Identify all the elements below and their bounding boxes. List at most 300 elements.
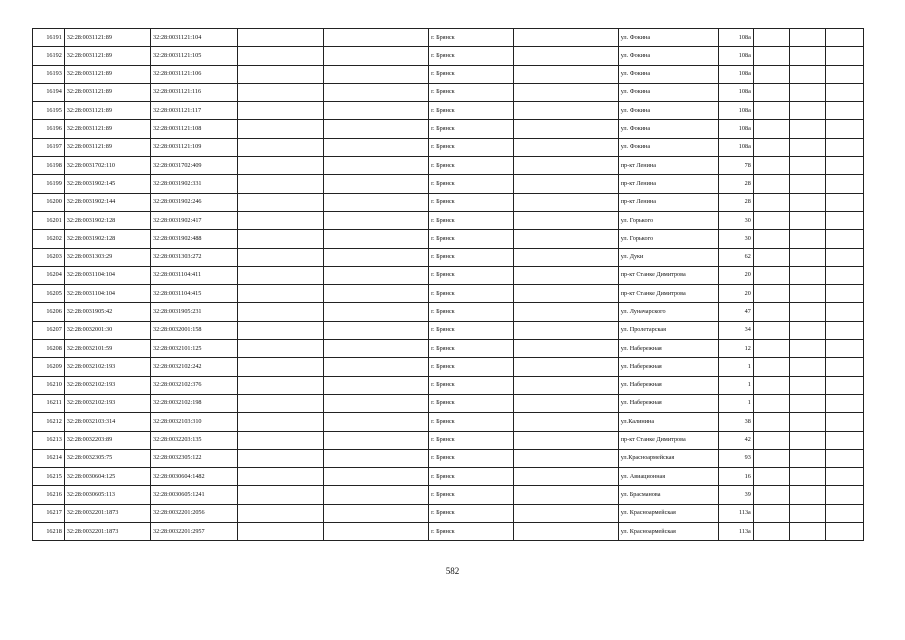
cell-empty xyxy=(323,29,429,47)
cell-street: ул. Фокина xyxy=(618,138,718,156)
cell-empty xyxy=(790,321,826,339)
cell-cadastral-block: 32:28:0031902:145 xyxy=(64,175,150,193)
cell-cadastral-number: 32:28:0031702:409 xyxy=(151,157,238,175)
cell-cadastral-block: 32:28:0032101:59 xyxy=(64,340,150,358)
cell-empty xyxy=(238,102,323,120)
cell-street: пр-кт Станке Димитрова xyxy=(618,266,718,284)
cell-empty xyxy=(323,83,429,101)
cell-house: 108а xyxy=(718,29,753,47)
cell-cadastral-number: 32:28:0032103:310 xyxy=(151,413,238,431)
cell-empty xyxy=(323,102,429,120)
cell-house: 47 xyxy=(718,303,753,321)
cell-number: 16211 xyxy=(33,394,65,412)
cell-empty xyxy=(826,83,864,101)
cell-cadastral-number: 32:28:0031902:246 xyxy=(151,193,238,211)
cell-empty xyxy=(323,504,429,522)
cell-empty xyxy=(323,468,429,486)
cell-empty xyxy=(753,486,789,504)
cell-empty xyxy=(753,157,789,175)
cell-cadastral-number: 32:28:0032201:2056 xyxy=(151,504,238,522)
cell-number: 16202 xyxy=(33,230,65,248)
cell-number: 16197 xyxy=(33,138,65,156)
cell-empty xyxy=(238,523,323,541)
cell-empty xyxy=(323,266,429,284)
cell-number: 16213 xyxy=(33,431,65,449)
cell-city: г. Брянск xyxy=(429,303,514,321)
cell-city: г. Брянск xyxy=(429,211,514,229)
cell-cadastral-block: 32:28:0031121:89 xyxy=(64,83,150,101)
cell-empty xyxy=(790,449,826,467)
cell-cadastral-block: 32:28:0032102:193 xyxy=(64,358,150,376)
cell-street: ул. Фокина xyxy=(618,83,718,101)
cell-cadastral-block: 32:28:0031702:110 xyxy=(64,157,150,175)
cell-empty xyxy=(753,523,789,541)
cell-cadastral-number: 32:28:0031905:231 xyxy=(151,303,238,321)
cell-empty xyxy=(323,394,429,412)
cell-empty xyxy=(238,358,323,376)
cell-cadastral-number: 32:28:0031121:105 xyxy=(151,47,238,65)
cell-street: ул. Пролетарская xyxy=(618,321,718,339)
cell-city: г. Брянск xyxy=(429,138,514,156)
cell-empty xyxy=(753,431,789,449)
cell-empty xyxy=(514,266,618,284)
cell-empty xyxy=(238,468,323,486)
cell-empty xyxy=(514,504,618,522)
cell-cadastral-block: 32:28:0032001:30 xyxy=(64,321,150,339)
cell-empty xyxy=(753,394,789,412)
cell-street: ул. Горького xyxy=(618,211,718,229)
cell-cadastral-block: 32:28:0032201:1873 xyxy=(64,523,150,541)
cell-empty xyxy=(753,321,789,339)
cell-cadastral-block: 32:28:0031121:89 xyxy=(64,29,150,47)
cell-empty xyxy=(790,29,826,47)
cell-cadastral-block: 32:28:0031104:104 xyxy=(64,266,150,284)
cell-empty xyxy=(514,285,618,303)
cell-cadastral-number: 32:28:0031902:331 xyxy=(151,175,238,193)
cell-empty xyxy=(238,211,323,229)
cell-cadastral-block: 32:28:0031905:42 xyxy=(64,303,150,321)
cell-number: 16192 xyxy=(33,47,65,65)
cell-empty xyxy=(826,468,864,486)
cell-street: ул. Красноармейская xyxy=(618,504,718,522)
cell-city: г. Брянск xyxy=(429,321,514,339)
cell-empty xyxy=(790,504,826,522)
cell-number: 16206 xyxy=(33,303,65,321)
table-row xyxy=(33,504,864,522)
table-row xyxy=(33,102,864,120)
cell-empty xyxy=(514,193,618,211)
cell-empty xyxy=(826,376,864,394)
cell-empty xyxy=(826,340,864,358)
cell-empty xyxy=(514,321,618,339)
table-row xyxy=(33,468,864,486)
cell-city: г. Брянск xyxy=(429,120,514,138)
cell-number: 16200 xyxy=(33,193,65,211)
cell-cadastral-block: 32:28:0032203:89 xyxy=(64,431,150,449)
cell-empty xyxy=(826,157,864,175)
cell-empty xyxy=(826,102,864,120)
cell-cadastral-number: 32:28:0032102:376 xyxy=(151,376,238,394)
cell-house: 12 xyxy=(718,340,753,358)
cell-empty xyxy=(790,394,826,412)
cell-empty xyxy=(790,47,826,65)
cell-city: г. Брянск xyxy=(429,449,514,467)
cell-house: 39 xyxy=(718,486,753,504)
cell-empty xyxy=(790,230,826,248)
cell-house: 42 xyxy=(718,431,753,449)
registry-table-body xyxy=(33,29,864,541)
table-row xyxy=(33,358,864,376)
cell-empty xyxy=(238,413,323,431)
cell-street: ул. Фокина xyxy=(618,47,718,65)
cell-number: 16217 xyxy=(33,504,65,522)
cell-cadastral-number: 32:28:0030605:1241 xyxy=(151,486,238,504)
cell-empty xyxy=(753,449,789,467)
cell-empty xyxy=(826,120,864,138)
table-row xyxy=(33,523,864,541)
cell-cadastral-number: 32:28:0031121:108 xyxy=(151,120,238,138)
cell-cadastral-block: 32:28:0031121:89 xyxy=(64,47,150,65)
cell-empty xyxy=(514,211,618,229)
cell-empty xyxy=(753,285,789,303)
cell-empty xyxy=(753,102,789,120)
cell-empty xyxy=(238,394,323,412)
table-row xyxy=(33,285,864,303)
cell-empty xyxy=(753,504,789,522)
cell-street: ул. Авиационная xyxy=(618,468,718,486)
cell-cadastral-number: 32:28:0032001:158 xyxy=(151,321,238,339)
cell-empty xyxy=(514,431,618,449)
cell-cadastral-block: 32:28:0032201:1873 xyxy=(64,504,150,522)
cell-empty xyxy=(790,303,826,321)
cell-empty xyxy=(238,486,323,504)
cell-empty xyxy=(790,431,826,449)
cell-house: 62 xyxy=(718,248,753,266)
cell-cadastral-block: 32:28:0032102:193 xyxy=(64,376,150,394)
cell-empty xyxy=(514,248,618,266)
cell-empty xyxy=(826,449,864,467)
cell-city: г. Брянск xyxy=(429,431,514,449)
cell-empty xyxy=(514,29,618,47)
cell-empty xyxy=(514,102,618,120)
cell-house: 1 xyxy=(718,358,753,376)
table-row xyxy=(33,266,864,284)
cell-number: 16215 xyxy=(33,468,65,486)
cell-empty xyxy=(826,175,864,193)
cell-number: 16193 xyxy=(33,65,65,83)
cell-number: 16212 xyxy=(33,413,65,431)
cell-cadastral-block: 32:28:0031902:128 xyxy=(64,230,150,248)
cell-cadastral-number: 32:28:0031104:411 xyxy=(151,266,238,284)
cell-empty xyxy=(753,211,789,229)
cell-cadastral-block: 32:28:0032305:75 xyxy=(64,449,150,467)
cell-city: г. Брянск xyxy=(429,65,514,83)
cell-empty xyxy=(826,248,864,266)
cell-empty xyxy=(514,303,618,321)
cell-cadastral-number: 32:28:0031902:488 xyxy=(151,230,238,248)
cell-empty xyxy=(826,486,864,504)
cell-empty xyxy=(790,248,826,266)
table-row xyxy=(33,47,864,65)
cell-empty xyxy=(753,340,789,358)
cell-cadastral-number: 32:28:0032203:135 xyxy=(151,431,238,449)
cell-cadastral-block: 32:28:0031121:89 xyxy=(64,120,150,138)
cell-number: 16205 xyxy=(33,285,65,303)
cell-number: 16194 xyxy=(33,83,65,101)
cell-empty xyxy=(514,340,618,358)
cell-empty xyxy=(238,340,323,358)
cell-cadastral-number: 32:28:0031121:109 xyxy=(151,138,238,156)
cell-empty xyxy=(753,303,789,321)
cell-empty xyxy=(323,431,429,449)
cell-cadastral-block: 32:28:0031902:144 xyxy=(64,193,150,211)
cell-house: 38 xyxy=(718,413,753,431)
cell-empty xyxy=(323,413,429,431)
table-row xyxy=(33,83,864,101)
cell-empty xyxy=(826,394,864,412)
cell-city: г. Брянск xyxy=(429,29,514,47)
cell-cadastral-number: 32:28:0032101:125 xyxy=(151,340,238,358)
cell-empty xyxy=(238,449,323,467)
cell-empty xyxy=(753,120,789,138)
cell-number: 16198 xyxy=(33,157,65,175)
cell-cadastral-number: 32:28:0031303:272 xyxy=(151,248,238,266)
cell-street: ул. Фокина xyxy=(618,65,718,83)
cell-empty xyxy=(826,47,864,65)
cell-empty xyxy=(790,413,826,431)
cell-empty xyxy=(753,83,789,101)
cell-empty xyxy=(753,65,789,83)
cell-empty xyxy=(826,266,864,284)
cell-house: 113а xyxy=(718,504,753,522)
cell-empty xyxy=(826,285,864,303)
cell-empty xyxy=(514,358,618,376)
cell-empty xyxy=(323,449,429,467)
cell-cadastral-number: 32:28:0031121:117 xyxy=(151,102,238,120)
cell-cadastral-block: 32:28:0031121:89 xyxy=(64,102,150,120)
cell-empty xyxy=(514,376,618,394)
cell-cadastral-block: 32:28:0031121:89 xyxy=(64,65,150,83)
cell-number: 16214 xyxy=(33,449,65,467)
cell-empty xyxy=(238,321,323,339)
cell-city: г. Брянск xyxy=(429,175,514,193)
cell-empty xyxy=(790,358,826,376)
cell-empty xyxy=(790,486,826,504)
cell-cadastral-number: 32:28:0032201:2957 xyxy=(151,523,238,541)
cell-city: г. Брянск xyxy=(429,230,514,248)
table-row xyxy=(33,394,864,412)
cell-city: г. Брянск xyxy=(429,102,514,120)
cell-empty xyxy=(514,468,618,486)
page-number: 582 xyxy=(445,566,460,576)
cell-empty xyxy=(323,523,429,541)
cell-empty xyxy=(753,175,789,193)
cell-empty xyxy=(514,175,618,193)
cell-city: г. Брянск xyxy=(429,523,514,541)
cell-empty xyxy=(323,193,429,211)
cell-empty xyxy=(753,230,789,248)
cell-empty xyxy=(790,157,826,175)
cell-street: пр-кт Станке Димитрова xyxy=(618,431,718,449)
cell-empty xyxy=(514,230,618,248)
cell-empty xyxy=(514,413,618,431)
cell-street: ул. Дуки xyxy=(618,248,718,266)
cell-empty xyxy=(790,211,826,229)
registry-table xyxy=(32,28,864,541)
cell-empty xyxy=(790,138,826,156)
cell-empty xyxy=(826,65,864,83)
cell-house: 34 xyxy=(718,321,753,339)
cell-city: г. Брянск xyxy=(429,468,514,486)
table-row xyxy=(33,65,864,83)
cell-empty xyxy=(826,303,864,321)
cell-number: 16210 xyxy=(33,376,65,394)
cell-empty xyxy=(790,468,826,486)
cell-empty xyxy=(514,523,618,541)
cell-empty xyxy=(826,29,864,47)
cell-empty xyxy=(753,376,789,394)
cell-empty xyxy=(790,376,826,394)
cell-cadastral-block: 32:28:0032103:314 xyxy=(64,413,150,431)
cell-cadastral-number: 32:28:0031121:104 xyxy=(151,29,238,47)
cell-empty xyxy=(826,413,864,431)
cell-number: 16204 xyxy=(33,266,65,284)
cell-empty xyxy=(238,29,323,47)
cell-empty xyxy=(790,102,826,120)
cell-empty xyxy=(238,120,323,138)
cell-cadastral-block: 32:28:0031303:29 xyxy=(64,248,150,266)
table-row xyxy=(33,138,864,156)
table-row xyxy=(33,340,864,358)
cell-cadastral-number: 32:28:0032305:122 xyxy=(151,449,238,467)
cell-empty xyxy=(323,157,429,175)
cell-house: 108а xyxy=(718,138,753,156)
cell-house: 108а xyxy=(718,65,753,83)
cell-number: 16191 xyxy=(33,29,65,47)
cell-city: г. Брянск xyxy=(429,394,514,412)
cell-house: 28 xyxy=(718,193,753,211)
cell-house: 108а xyxy=(718,83,753,101)
cell-empty xyxy=(323,285,429,303)
cell-city: г. Брянск xyxy=(429,83,514,101)
table-row xyxy=(33,431,864,449)
cell-street: ул. Набережная xyxy=(618,376,718,394)
cell-street: пр-кт Ленина xyxy=(618,193,718,211)
cell-empty xyxy=(753,468,789,486)
cell-house: 30 xyxy=(718,211,753,229)
cell-empty xyxy=(238,285,323,303)
table-row xyxy=(33,376,864,394)
table-row xyxy=(33,157,864,175)
cell-empty xyxy=(826,230,864,248)
cell-empty xyxy=(238,266,323,284)
cell-empty xyxy=(323,486,429,504)
cell-house: 16 xyxy=(718,468,753,486)
cell-cadastral-number: 32:28:0031104:415 xyxy=(151,285,238,303)
cell-empty xyxy=(753,358,789,376)
cell-empty xyxy=(753,413,789,431)
cell-empty xyxy=(323,376,429,394)
cell-number: 16195 xyxy=(33,102,65,120)
cell-street: ул.Красноармейская xyxy=(618,449,718,467)
cell-street: ул. Брасманова xyxy=(618,486,718,504)
cell-city: г. Брянск xyxy=(429,486,514,504)
cell-house: 108а xyxy=(718,102,753,120)
cell-house: 1 xyxy=(718,376,753,394)
cell-street: ул. Фокина xyxy=(618,120,718,138)
cell-cadastral-block: 32:28:0030605:113 xyxy=(64,486,150,504)
cell-empty xyxy=(238,248,323,266)
cell-empty xyxy=(323,303,429,321)
cell-empty xyxy=(323,138,429,156)
cell-street: пр-кт Станке Димитрова xyxy=(618,285,718,303)
cell-cadastral-number: 32:28:0030604:1482 xyxy=(151,468,238,486)
cell-street: ул. Красноармейская xyxy=(618,523,718,541)
cell-empty xyxy=(514,47,618,65)
cell-house: 1 xyxy=(718,394,753,412)
cell-street: ул. Горького xyxy=(618,230,718,248)
cell-empty xyxy=(323,340,429,358)
cell-empty xyxy=(323,321,429,339)
cell-empty xyxy=(514,83,618,101)
cell-empty xyxy=(323,120,429,138)
cell-empty xyxy=(753,248,789,266)
cell-number: 16208 xyxy=(33,340,65,358)
cell-cadastral-number: 32:28:0031121:116 xyxy=(151,83,238,101)
table-row xyxy=(33,230,864,248)
cell-empty xyxy=(514,486,618,504)
cell-city: г. Брянск xyxy=(429,47,514,65)
cell-cadastral-number: 32:28:0031121:106 xyxy=(151,65,238,83)
table-row xyxy=(33,29,864,47)
cell-cadastral-block: 32:28:0031121:89 xyxy=(64,138,150,156)
cell-empty xyxy=(238,175,323,193)
cell-house: 20 xyxy=(718,285,753,303)
cell-street: ул. Набережная xyxy=(618,394,718,412)
cell-empty xyxy=(826,358,864,376)
table-row xyxy=(33,449,864,467)
cell-empty xyxy=(790,175,826,193)
cell-empty xyxy=(753,138,789,156)
cell-street: ул. Набережная xyxy=(618,358,718,376)
cell-empty xyxy=(238,230,323,248)
cell-street: пр-кт Ленина xyxy=(618,175,718,193)
cell-empty xyxy=(753,47,789,65)
cell-empty xyxy=(238,376,323,394)
cell-house: 108а xyxy=(718,47,753,65)
cell-empty xyxy=(826,193,864,211)
cell-empty xyxy=(238,193,323,211)
cell-street: ул.Калинина xyxy=(618,413,718,431)
cell-empty xyxy=(238,303,323,321)
cell-empty xyxy=(514,157,618,175)
cell-empty xyxy=(238,431,323,449)
cell-cadastral-block: 32:28:0030604:125 xyxy=(64,468,150,486)
cell-empty xyxy=(238,47,323,65)
cell-empty xyxy=(238,138,323,156)
cell-cadastral-number: 32:28:0032102:198 xyxy=(151,394,238,412)
table-row xyxy=(33,303,864,321)
table-row xyxy=(33,248,864,266)
cell-empty xyxy=(514,394,618,412)
cell-house: 93 xyxy=(718,449,753,467)
cell-empty xyxy=(790,523,826,541)
cell-city: г. Брянск xyxy=(429,157,514,175)
cell-empty xyxy=(790,193,826,211)
cell-house: 30 xyxy=(718,230,753,248)
cell-empty xyxy=(753,193,789,211)
cell-empty xyxy=(238,65,323,83)
